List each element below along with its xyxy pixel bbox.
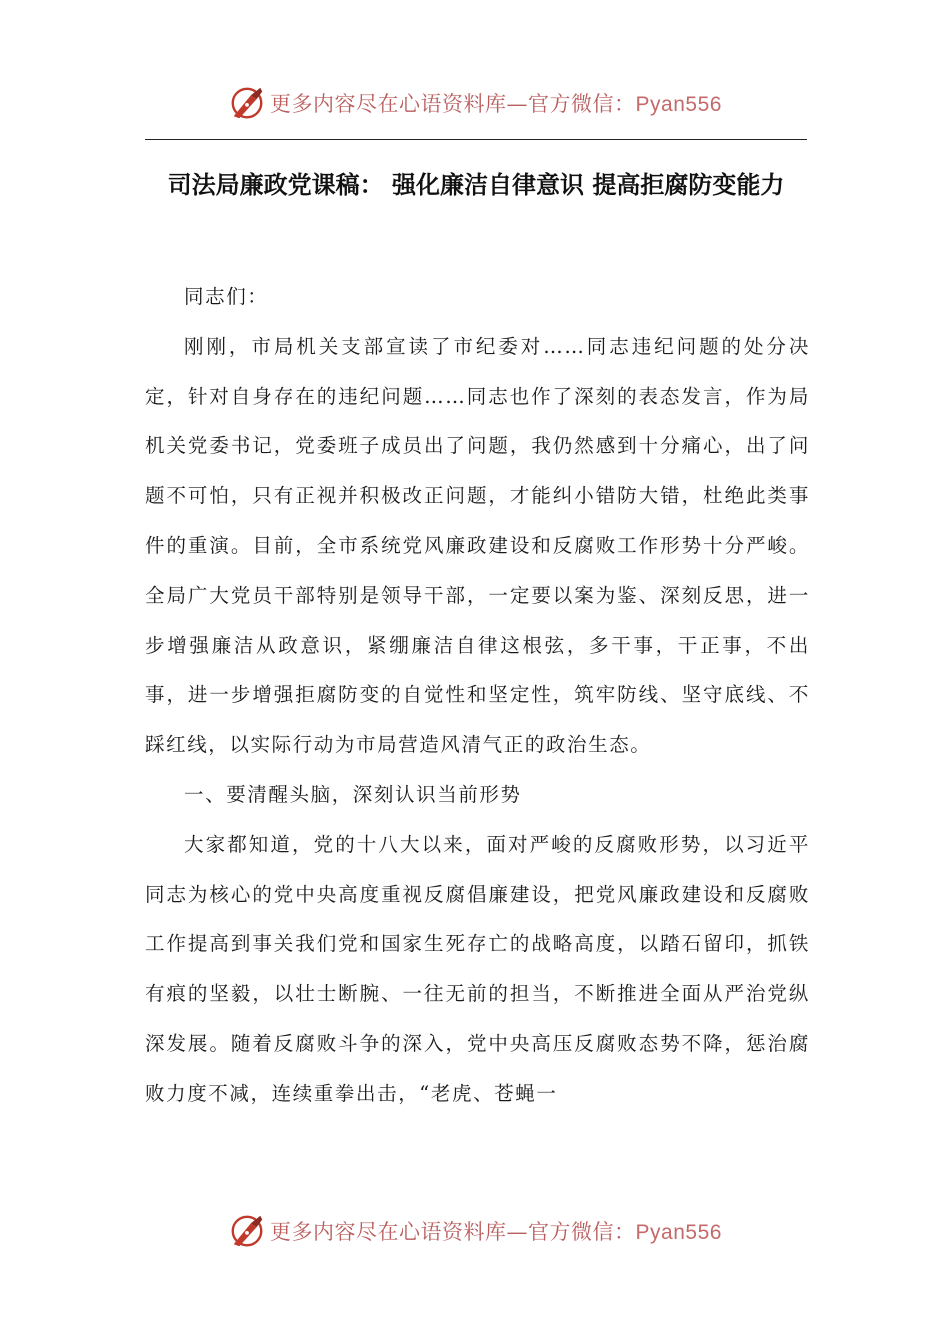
banner-brand: Pyan556 — [635, 1221, 722, 1244]
salutation: 同志们： — [184, 285, 269, 308]
banner-text: 更多内容尽在心语资料库—官方微信：Pyan556 — [270, 92, 722, 116]
section-heading: 一、要清醒头脑，深刻认识当前形势 — [184, 782, 522, 806]
banner-text: 更多内容尽在心语资料库—官方微信：Pyan556 — [270, 1220, 722, 1244]
banner-brand: Pyan556 — [635, 93, 722, 116]
footer-banner — [0, 1206, 950, 1256]
body-paragraph: 大家都知道，党的十八大以来，面对严峻的反腐败形势，以习近平同志为核心的党中央高度重视反腐倡廉建设，把党风廉政建设和反腐败工作提高到事关我们党和国家生死存亡的战略高度，以踏石留印，抓铁有痕的坚毅，以壮士断腕、一往无前的担当，不断推进全面从严治党纵深发展。随着反腐败斗争的深入，党中央高压反腐败态势不降，惩治腐败力度不减，连续重拳出击，“老虎、苍蝇一 — [145, 832, 810, 1105]
pen-nib-logo-icon — [228, 84, 266, 122]
header-banner — [0, 78, 950, 128]
header-divider — [145, 139, 807, 140]
body-paragraph: 刚刚，市局机关支部宣读了市纪委对……同志违纪问题的处分决定，针对自身存在的违纪问题……同志也作了深刻的表态发言，作为局机关党委书记，党委班子成员出了问题，我仍然感到十分痛心，出了问题不可怕，只有正视并积极改正问题，才能纠小错防大错，杜绝此类事件的重演。目前，全市系统党风廉政建设和反腐败工作形势十分严峻。全局广大党员干部特别是领导干部，一定要以案为鉴、深刻反思，进一步增强廉洁从政意识，紧绷廉洁自律这根弦，多干事，干正事，不出事，进一步增强拒腐防变的自觉性和坚定性，筑牢防线、坚守底线、不踩红线，以实际行动为市局营造风清气正的政治生态。 — [145, 334, 810, 757]
document-title: 司法局廉政党课稿： 强化廉洁自律意识 提高拒腐防变能力 — [167, 171, 785, 199]
pen-nib-logo-icon — [228, 1212, 266, 1250]
document-body — [145, 272, 810, 1119]
